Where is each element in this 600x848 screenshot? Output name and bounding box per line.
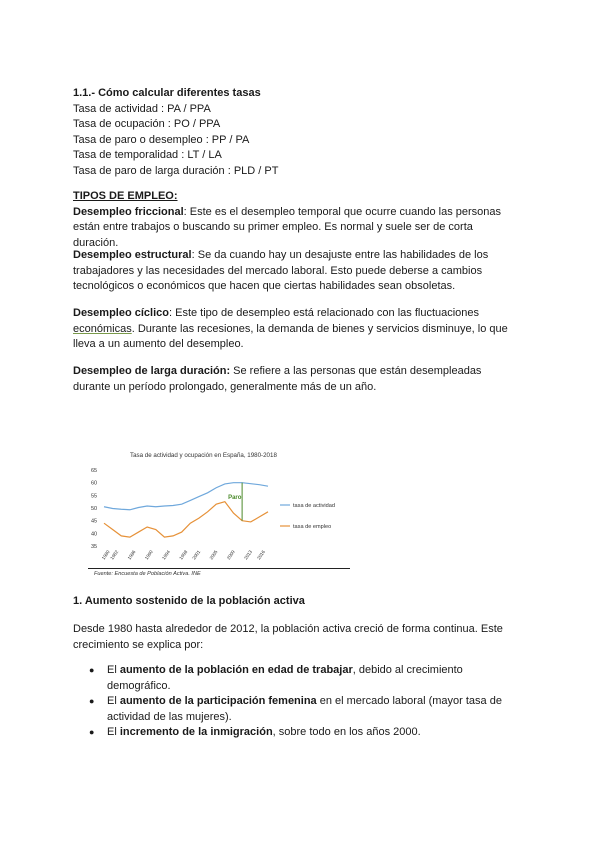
x-tick-label: 2016 xyxy=(256,549,267,561)
type-term: Desempleo de larga duración xyxy=(73,365,227,377)
x-tick-label: 1980 xyxy=(100,549,111,561)
bullet-bold: aumento de la participación femenina xyxy=(119,695,317,707)
growth-section xyxy=(73,594,513,610)
rate-line: Tasa de paro o desempleo : PP / PA xyxy=(73,133,250,146)
type-term: Desempleo cíclico xyxy=(73,307,169,319)
type-sep: : xyxy=(183,205,187,218)
growth-intro-text: Desde 1980 hasta alrededor de 2012, la población activa creció de forma continua. Este crecimiento se explica por: xyxy=(73,623,503,651)
bullet-pre: El xyxy=(107,726,120,738)
type-text: . Durante las recesiones, la demanda de bienes y servicios disminuye, lo que lleva a un aumento del desempleo. xyxy=(73,322,508,350)
bullet-icon: ● xyxy=(89,696,95,706)
type-item-friccional xyxy=(73,205,513,252)
rate-line: Tasa de actividad : PA / PPA xyxy=(73,102,211,115)
x-tick-label: 1986 xyxy=(126,549,137,561)
type-text: Se refiere a las personas que están desempleadas durante un período prolongado, generalmente más de un año. xyxy=(73,365,482,393)
type-text-underlined: económicas xyxy=(73,322,132,335)
list-item xyxy=(73,694,513,725)
x-tick-label: 1990 xyxy=(143,549,154,561)
y-tick-label: 55 xyxy=(91,493,98,500)
rate-line: Tasa de temporalidad : LT / LA xyxy=(73,149,222,161)
y-tick-label: 45 xyxy=(91,518,98,525)
bullet-icon: ● xyxy=(89,727,95,737)
bullet-post: , debido al crecimiento demográfico. xyxy=(107,664,463,692)
bullet-pre: El xyxy=(107,695,120,707)
legend-label: tasa de empleo xyxy=(293,524,332,530)
bullet-post: en el mercado laboral (mayor tasa de actividad de las mujeres). xyxy=(107,695,502,723)
bullet-bold: aumento de la población en edad de trabajar xyxy=(119,664,353,676)
x-tick-label: 2001 xyxy=(191,549,202,561)
type-item-estructural xyxy=(73,248,513,295)
type-sep: : xyxy=(226,365,231,377)
bullet-post: , sobre todo en los años 2000. xyxy=(272,726,421,738)
types-heading: TIPOS DE EMPLEO: xyxy=(73,190,178,202)
bullet-pre: El xyxy=(107,664,120,676)
list-item xyxy=(73,725,513,741)
bullet-bold: incremento de la inmigración xyxy=(119,726,273,738)
x-tick-label: 2005 xyxy=(208,549,219,561)
legend-label: tasa de actividad xyxy=(293,503,335,509)
y-tick-label: 65 xyxy=(91,468,98,474)
rate-line: Tasa de paro de larga duración : PLD / PT xyxy=(73,164,279,177)
line-chart xyxy=(88,448,352,580)
chart-title: Tasa de actividad y ocupación en España, 1980-2018 xyxy=(130,452,277,459)
type-text: Este tipo de desempleo está relacionado con las fluctuaciones xyxy=(172,307,480,319)
growth-list xyxy=(73,663,513,741)
x-tick-label: 1994 xyxy=(161,549,172,561)
type-item-ciclico xyxy=(73,306,513,353)
type-text: Este es el desempleo temporal que ocurre cuando las personas están entre trabajos o buscando su primer empleo. Es normal y suele ser de corta duración. xyxy=(73,205,502,249)
rates-heading: 1.1.- Cómo calcular diferentes tasas xyxy=(73,87,261,99)
chart-source-rule xyxy=(88,568,350,569)
type-item-larga xyxy=(73,364,513,395)
y-tick-label: 60 xyxy=(91,480,98,487)
type-sep: : xyxy=(169,307,173,319)
list-item xyxy=(73,663,513,694)
x-tick-label: 2013 xyxy=(243,549,254,561)
paro-label: Paro xyxy=(228,495,242,502)
series-line xyxy=(104,502,268,537)
bullet-icon: ● xyxy=(89,665,95,675)
rate-line: Tasa de ocupación : PO / PPA xyxy=(73,118,221,130)
type-term: Desempleo estructural xyxy=(73,249,192,261)
chart-source: Fuente: Encuesta de Población Activa. INE xyxy=(94,571,201,577)
x-tick-label: 1998 xyxy=(178,549,189,561)
growth-intro xyxy=(73,622,513,653)
type-term: Desempleo friccional xyxy=(73,205,184,218)
rates-section xyxy=(73,86,513,179)
series-line xyxy=(104,483,268,510)
y-tick-label: 50 xyxy=(91,506,98,512)
x-tick-label: 1982 xyxy=(109,549,120,561)
type-text: Se da cuando hay un desajuste entre las habilidades de los trabajadores y las necesidades del mercado laboral. Esto puede deberse a cambios tecnológicos o económicos que hacen que ciertas habilidades sean obsoletas. xyxy=(73,249,489,292)
y-tick-label: 40 xyxy=(91,531,98,538)
type-sep: : xyxy=(191,249,195,261)
growth-heading: 1. Aumento sostenido de la población activa xyxy=(73,595,305,607)
types-section xyxy=(73,189,513,251)
x-tick-label: 2009 xyxy=(225,549,236,561)
y-tick-label: 35 xyxy=(91,544,98,550)
